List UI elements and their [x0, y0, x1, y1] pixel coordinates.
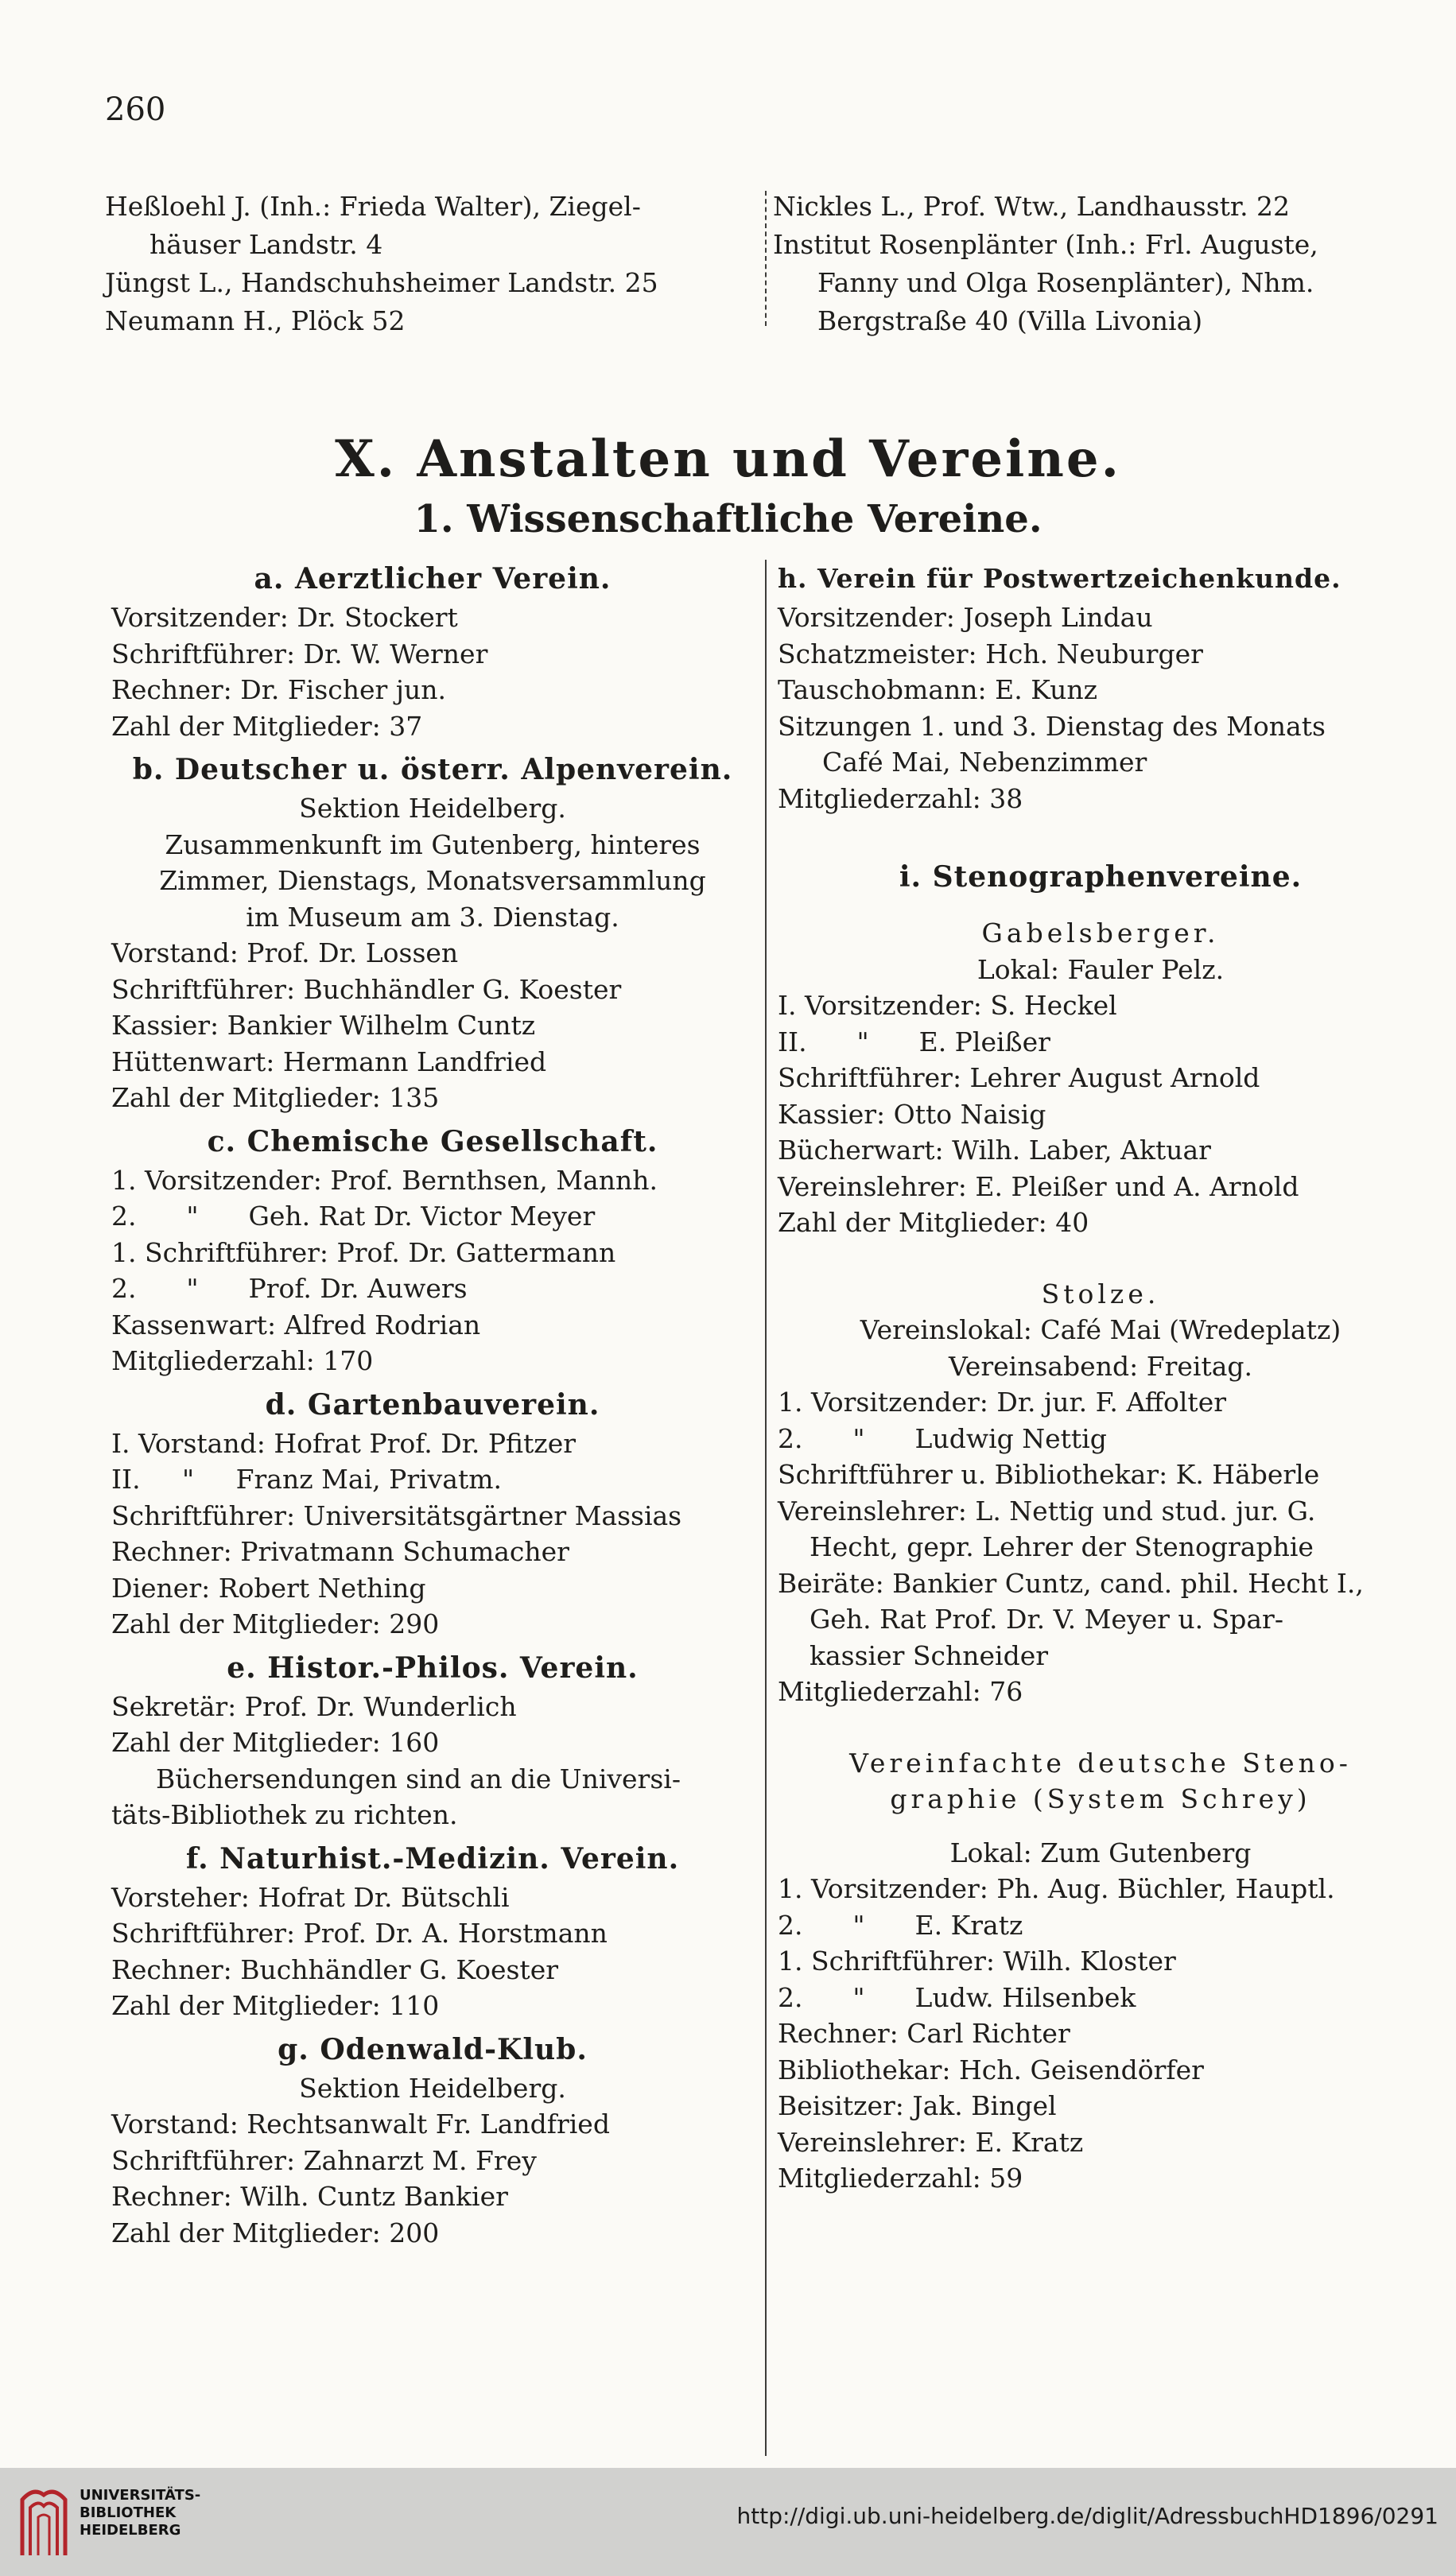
spacer	[778, 1710, 1423, 1745]
section-title: h. Verein für Postwertzeichenkunde.	[778, 563, 1341, 594]
address-entry	[773, 188, 1425, 226]
entry-line: 1. Schriftführer: Wilh. Kloster	[778, 1946, 1176, 1977]
entry-line: Rechner: Buchhändler G. Koester	[111, 1953, 558, 1985]
entry-line: Schriftführer: Dr. W. Werner	[111, 638, 488, 669]
chapter-subtitle: 1. Wissenschaftliche Vereine.	[414, 497, 1042, 541]
column-divider-main	[765, 560, 767, 2456]
footer-bar	[0, 2468, 1456, 2576]
entry-line: Zahl der Mitglieder: 37	[111, 710, 423, 742]
left-column	[111, 558, 754, 2256]
entry-line: Zahl der Mitglieder: 110	[111, 1990, 440, 2021]
entry-line: Kassier: Otto Naisig	[778, 1098, 1046, 1130]
subsection-heading: Stolze.	[1041, 1278, 1160, 1309]
column-divider-top	[765, 191, 767, 326]
entry-line: Vorsitzender: Joseph Lindau	[778, 602, 1153, 633]
top-left-column	[105, 188, 753, 340]
section-subtitle: Sektion Heidelberg.	[299, 2072, 566, 2104]
entry-line: 1. Vorsitzender: Dr. jur. F. Affolter	[778, 1387, 1226, 1418]
entry-line: Sekretär: Prof. Dr. Wunderlich	[111, 1690, 517, 1722]
entry-line: Schriftführer: Prof. Dr. A. Horstmann	[111, 1918, 608, 1949]
top-right-column	[773, 188, 1425, 340]
spacer	[778, 1818, 1423, 1835]
entry-line: Schriftführer u. Bibliothekar: K. Häberle	[778, 1459, 1320, 1490]
entry-line: Vorsteher: Hofrat Dr. Bütschli	[111, 1881, 510, 1913]
note-line: Büchersendungen sind an die Universi-	[156, 1763, 681, 1794]
entry-line: II. " Franz Mai, Privatm.	[111, 1464, 503, 1495]
entry-line: 2. " Prof. Dr. Auwers	[111, 1273, 468, 1304]
address-entry	[105, 188, 753, 264]
entry-line: Beisitzer: Jak. Bingel	[778, 2090, 1057, 2121]
entry-line: Kassier: Bankier Wilhelm Cuntz	[111, 1010, 536, 1041]
entry-line: Hüttenwart: Hermann Landfried	[111, 1046, 547, 1077]
entry-line: Mitgliederzahl: 38	[778, 782, 1023, 814]
venue-line: Vereinslokal: Café Mai (Wredeplatz)	[860, 1314, 1341, 1345]
section-f	[111, 1838, 754, 2024]
entry-line: I. Vorstand: Hofrat Prof. Dr. Pfitzer	[111, 1427, 576, 1459]
subsection-heading: Vereinfachte deutsche Steno-	[849, 1747, 1352, 1779]
entry-line: Diener: Robert Nething	[111, 1572, 426, 1604]
section-title: g. Odenwald-Klub.	[278, 2032, 588, 2066]
spacer	[778, 821, 1423, 856]
section-i	[778, 856, 1423, 2197]
entry-line: 1. Vorsitzender: Prof. Bernthsen, Mannh.	[111, 1164, 658, 1196]
entry-line: Schatzmeister: Hch. Neuburger	[778, 638, 1203, 669]
entry-line: Zahl der Mitglieder: 200	[111, 2217, 440, 2248]
right-column	[778, 558, 1423, 2202]
entry-line: Bibliothekar: Hch. Geisendörfer	[778, 2054, 1204, 2085]
entry-line: 2. " Ludw. Hilsenbek	[778, 1981, 1136, 2013]
page-number: 260	[105, 91, 166, 128]
entry-line: Vereinslehrer: L. Nettig und stud. jur. G.	[778, 1495, 1316, 1527]
section-title: d. Gartenbauverein.	[265, 1387, 600, 1422]
section-subtitle: Sektion Heidelberg.	[299, 793, 566, 824]
entry-line: Rechner: Privatmann Schumacher	[111, 1536, 569, 1567]
section-b	[111, 749, 754, 1116]
entry-line: Rechner: Wilh. Cuntz Bankier	[111, 2181, 508, 2212]
venue-line: Lokal: Fauler Pelz.	[976, 953, 1225, 985]
entry-line: Schriftführer: Lehrer August Arnold	[778, 1062, 1260, 1093]
entry-line: Kassenwart: Alfred Rodrian	[111, 1309, 481, 1340]
entry-line: Geh. Rat Prof. Dr. V. Meyer u. Spar-	[810, 1604, 1283, 1635]
section-a	[111, 558, 754, 744]
entry-line: 2. " Geh. Rat Dr. Victor Meyer	[111, 1201, 596, 1232]
section-e	[111, 1647, 754, 1833]
address-entry	[105, 302, 753, 340]
entry-line: Tauschobmann: E. Kunz	[778, 674, 1098, 705]
library-name	[80, 2487, 200, 2539]
entry-line: Zahl der Mitglieder: 135	[111, 1082, 440, 1113]
section-title: c. Chemische Gesellschaft.	[207, 1124, 658, 1158]
address-entry	[105, 264, 753, 302]
entry-line: Bücherwart: Wilh. Laber, Aktuar	[778, 1135, 1211, 1166]
entry-line: Rechner: Dr. Fischer jun.	[111, 674, 447, 705]
entry-continuation: Bergstraße 40 (Villa Livonia)	[817, 305, 1203, 336]
section-h	[778, 558, 1423, 817]
entry-line: Schriftführer: Buchhändler G. Koester	[111, 973, 622, 1005]
entry-line: Schriftführer: Universitätsgärtner Massias	[111, 1499, 682, 1531]
section-g	[111, 2029, 754, 2252]
library-name-line: HEIDELBERG	[80, 2522, 181, 2539]
venue-line: Lokal: Zum Gutenberg	[949, 1837, 1252, 1868]
entry-line: I. Vorsitzender: S. Heckel	[778, 990, 1117, 1021]
entry-line: kassier Schneider	[810, 1639, 1048, 1671]
entry-line: 2. " Ludwig Nettig	[778, 1422, 1107, 1454]
entry-line: Mitgliederzahl: 170	[111, 1345, 374, 1376]
entry-text: Heßloehl J. (Inh.: Frieda Walter), Ziegel-	[105, 191, 641, 222]
entry-line: Sitzungen 1. und 3. Dienstag des Monats	[778, 710, 1326, 742]
subsection-heading: graphie (System Schrey)	[890, 1783, 1311, 1814]
entry-line: Vereinslehrer: E. Pleißer und A. Arnold	[778, 1170, 1299, 1202]
entry-line: Zahl der Mitglieder: 40	[778, 1207, 1089, 1238]
entry-line: Café Mai, Nebenzimmer	[822, 747, 1147, 778]
note-line: im Museum am 3. Dienstag.	[246, 901, 619, 933]
entry-line: Hecht, gepr. Lehrer der Stenographie	[810, 1531, 1314, 1562]
entry-continuation: Fanny und Olga Rosenplänter), Nhm.	[817, 267, 1314, 298]
entry-line: Zahl der Mitglieder: 160	[111, 1727, 440, 1758]
entry-line: Mitgliederzahl: 59	[778, 2163, 1023, 2194]
entry-line: 1. Vorsitzender: Ph. Aug. Büchler, Hauptl.	[778, 1873, 1335, 1904]
address-entry	[773, 226, 1425, 340]
entry-line: Mitgliederzahl: 76	[778, 1676, 1023, 1707]
entry-line: Rechner: Carl Richter	[778, 2018, 1070, 2049]
note-line: Zusammenkunft im Gutenberg, hinteres	[165, 828, 701, 860]
entry-line: Zahl der Mitglieder: 290	[111, 1608, 440, 1639]
entry-line: Vereinslehrer: E. Kratz	[778, 2126, 1084, 2158]
entry-line: II. " E. Pleißer	[778, 1026, 1050, 1057]
section-title: i. Stenographenvereine.	[899, 860, 1303, 894]
entry-line: 1. Schriftführer: Prof. Dr. Gattermann	[111, 1236, 616, 1268]
entry-line: Beiräte: Bankier Cuntz, cand. phil. Hecht I.,	[778, 1567, 1364, 1599]
library-logo-icon	[17, 2484, 70, 2560]
entry-text: Nickles L., Prof. Wtw., Landhausstr. 22	[773, 191, 1291, 222]
entry-line: Schriftführer: Zahnarzt M. Frey	[111, 2144, 537, 2176]
section-d	[111, 1384, 754, 1643]
entry-line: Vorsitzender: Dr. Stockert	[111, 602, 458, 633]
entry-text: Institut Rosenplänter (Inh.: Frl. Auguste,	[773, 229, 1318, 260]
section-title: e. Histor.-Philos. Verein.	[227, 1651, 639, 1685]
note-line: Zimmer, Dienstags, Monatsversammlung	[159, 865, 706, 896]
spacer	[778, 898, 1423, 915]
spacer	[778, 1241, 1423, 1276]
section-c	[111, 1121, 754, 1379]
entry-continuation: häuser Landstr. 4	[149, 229, 383, 260]
source-url[interactable]: http://digi.ub.uni-heidelberg.de/diglit/AdressbuchHD1896/0291	[736, 2503, 1439, 2529]
library-name-line: BIBLIOTHEK	[80, 2504, 177, 2521]
section-title: a. Aerztlicher Verein.	[254, 562, 612, 596]
chapter-title: X. Anstalten und Vereine.	[335, 429, 1121, 489]
entry-text: Neumann H., Plöck 52	[105, 305, 406, 336]
entry-line: Vorstand: Rechtsanwalt Fr. Landfried	[111, 2109, 610, 2140]
note-line: täts-Bibliothek zu richten.	[111, 1799, 458, 1830]
section-title: f. Naturhist.-Medizin. Verein.	[185, 1841, 680, 1876]
subsection-heading: Gabelsberger.	[981, 918, 1220, 949]
section-title: b. Deutscher u. österr. Alpenverein.	[132, 753, 733, 786]
entry-line: Vorstand: Prof. Dr. Lossen	[111, 937, 459, 968]
library-name-line: UNIVERSITÄTS-	[80, 2487, 201, 2504]
meeting-line: Vereinsabend: Freitag.	[949, 1350, 1252, 1382]
entry-text: Jüngst L., Handschuhsheimer Landstr. 25	[105, 267, 658, 298]
entry-line: 2. " E. Kratz	[778, 1909, 1023, 1941]
